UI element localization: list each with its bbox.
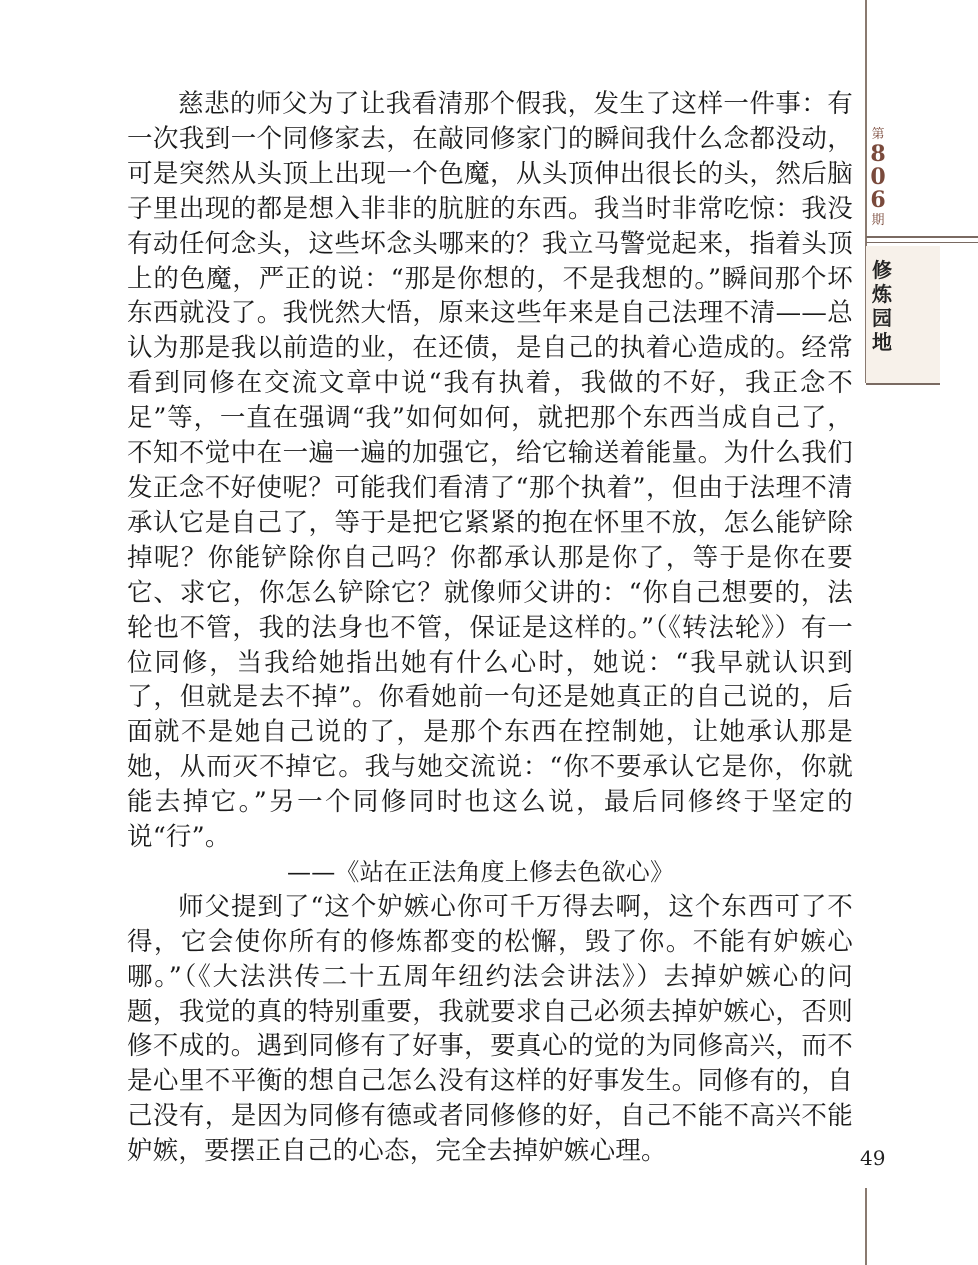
section-title [870, 258, 894, 354]
section-char-1: 修 [872, 258, 892, 282]
issue-suffix: 期 [871, 213, 885, 228]
issue-marker [868, 126, 888, 229]
page-number: 49 [860, 1146, 886, 1170]
section-char-4: 地 [872, 330, 892, 354]
section-char-2: 炼 [872, 282, 892, 306]
paragraph-1: 慈悲的师父为了让我看清那个假我，发生了这样一件事：有一次我到一个同修家去，在敲同修家门的瞬间我什么念都没动，可是突然从头顶上出现一个色魔，从头顶伸出很长的头，然后脑子里出现的都是想入非非的肮脏的东西。我当时非常吃惊：我没有动任何念头，这些坏念头哪来的？我立马警觉起来，指着头顶上的色魔，严正的说：“那是你想的，不是我想的。”瞬间那个坏东西就没了。我恍然大悟，原来这些年来是自己法理不清——总认为那是我以前造的业，在还债，是自己的执着心造成的。经常看到同修在交流文章中说“我有执着，我做的不好，我正念不足”等，一直在强调“我”如何如何，就把那个东西当成自己了，不知不觉中在一遍一遍的加强它，给它输送着能量。为什么我们发正念不好使呢？可能我们看清了“那个执着”，但由于法理不清承认它是自己了，等于是把它紧紧的抱在怀里不放，怎么能铲除掉呢？你能铲除你自己吗？你都承认那是你了，等于是你在要它、求它，你怎么铲除它？就像师父讲的：“你自己想要的，法轮也不管，我的法身也不管，保证是这样的。”（《转法轮》）有一位同修，当我给她指出她有什么心时，她说：“我早就认识到了，但就是去不掉”。你看她前一句还是她真正的自己说的，后面就不是她自己说的了，是那个东西在控制她，让她承认那是她，从而灭不掉它。我与她交流说：“你不要承认它是你，你就能去掉它。”另一个同修同时也这么说，最后同修终于坚定的说“行”。 [127, 89, 853, 853]
paragraph-2: 师父提到了“这个妒嫉心你可千万得去啊，这个东西可了不得，它会使你所有的修炼都变的松懈，毁了你。不能有妒嫉心哪。”（《大法洪传二十五周年纽约法会讲法》）去掉妒嫉心的问题，我觉的真的特别重要，我就要求自己必须去掉妒嫉心，否则修不成的。遇到同修有了好事，要真心的觉的为同修高兴，而不是心里不平衡的想自己怎么没有这样的好事发生。同修有的，自己没有，是因为同修有德或者同修修的好，自己不能不高兴不能妒嫉，要摆正自己的心态，完全去掉妒嫉心理。 [127, 891, 853, 1167]
section-char-3: 园 [872, 306, 892, 330]
margin-rail-bottom [865, 1188, 867, 1265]
issue-digit-3: 6 [870, 187, 886, 213]
margin-divider-thin [866, 242, 978, 243]
article-body [127, 87, 853, 1169]
attribution-line: ——《站在正法角度上修去色欲心》 [287, 857, 675, 886]
issue-prefix: 第 [871, 127, 885, 142]
issue-digit-1: 8 [870, 141, 886, 167]
issue-digit-2: 0 [870, 164, 886, 190]
margin-divider-thick [866, 236, 978, 238]
